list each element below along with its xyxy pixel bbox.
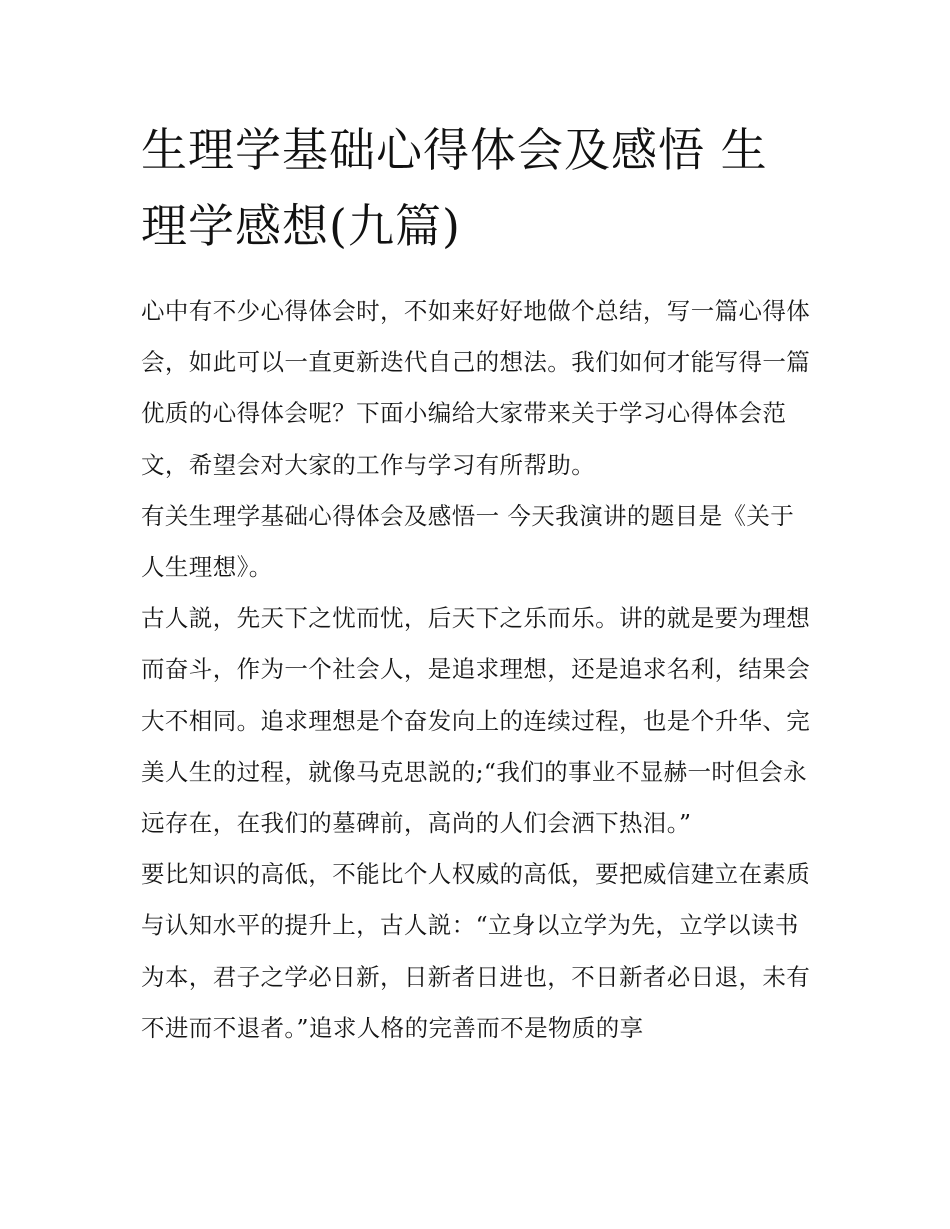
document-body [141, 112, 813, 1054]
ideals-paragraph: 古人説，先天下之忧而忧，后天下之乐而乐。讲的就是要为理想而奋斗，作为一个社会人，是追求理想，还是追求名利，结果会大不相同。追求理想是个奋发向上的连续过程，也是个升华、完美人生的过程，就像马克思説的;“我们的事业不显赫一时但会永远存在，在我们的墓碑前，高尚的人们会洒下热泪。” [141, 604, 811, 838]
paragraph-list [141, 286, 813, 1054]
knowledge-paragraph: 要比知识的高低，不能比个人权威的高低，要把威信建立在素质与认知水平的提升上，古人説：“立身以立学为先，立学以读书为本，君子之学必日新，日新者日进也，不日新者必日退，未有不进而不退者。”追求人格的完善而不是物质的享 [141, 860, 811, 1042]
document-title: 生理学基础心得体会及感悟 生理学感想(九篇) [141, 123, 768, 253]
intro-paragraph: 心中有不少心得体会时，不如来好好地做个总结，写一篇心得体会，如此可以一直更新迭代自己的想法。我们如何才能写得一篇优质的心得体会呢？下面小编给大家带来关于学习心得体会范文，希望会对大家的工作与学习有所帮助。 [141, 297, 811, 479]
speech-intro-paragraph: 有关生理学基础心得体会及感悟一 今天我演讲的题目是《关于人生理想》。 [141, 501, 795, 582]
